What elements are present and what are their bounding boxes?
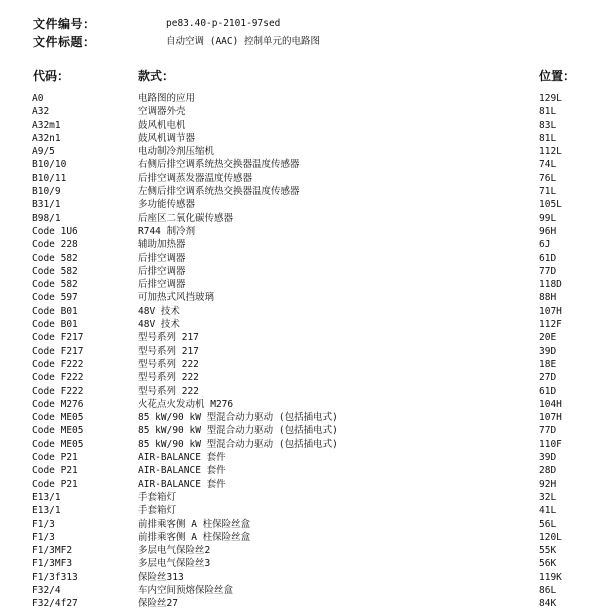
cell-code: E13/1 xyxy=(32,491,61,503)
cell-code: Code F217 xyxy=(32,345,84,357)
table-row xyxy=(0,464,609,477)
cell-position: 86L xyxy=(539,584,557,596)
cell-position: 120L xyxy=(539,531,562,543)
table-row xyxy=(0,597,609,610)
table-row xyxy=(0,265,609,278)
cell-position: 96H xyxy=(539,225,557,237)
table-row xyxy=(0,584,609,597)
cell-position: 112L xyxy=(539,146,562,158)
table-row xyxy=(0,291,609,304)
cell-model: 48V 技术 xyxy=(138,319,180,331)
table-row xyxy=(0,557,609,570)
table-row xyxy=(0,531,609,544)
cell-code: F32/4f27 xyxy=(32,598,78,610)
table-row xyxy=(0,119,609,132)
cell-model: 电路图的应用 xyxy=(138,93,196,104)
cell-position: 76L xyxy=(539,172,557,184)
table-row xyxy=(0,398,609,411)
cell-position: 77D xyxy=(539,425,557,437)
cell-code: Code 582 xyxy=(32,252,78,264)
doc-number-row xyxy=(0,16,609,32)
cell-model: 手套箱灯 xyxy=(138,505,177,517)
table-row xyxy=(0,158,609,171)
column-header-model: 款式： xyxy=(138,69,175,83)
table-row xyxy=(0,411,609,424)
cell-code: F1/3f313 xyxy=(32,571,78,583)
cell-position: 74L xyxy=(539,159,557,171)
cell-position: 77D xyxy=(539,265,557,277)
cell-code: A0 xyxy=(32,93,44,104)
table-row xyxy=(0,424,609,437)
cell-code: Code ME05 xyxy=(32,412,84,424)
cell-model: 85 kW/90 kW 型混合动力驱动 (包括插电式) xyxy=(138,438,338,450)
cell-code: B98/1 xyxy=(32,212,61,224)
cell-code: Code P21 xyxy=(32,465,78,477)
table-row xyxy=(0,504,609,517)
table-row xyxy=(0,145,609,158)
cell-code: Code ME05 xyxy=(32,438,84,450)
cell-model: AIR-BALANCE 套件 xyxy=(138,478,226,490)
cell-code: Code M276 xyxy=(32,398,84,410)
cell-code: F1/3 xyxy=(32,518,55,530)
cell-model: 后排空调器 xyxy=(138,279,186,291)
cell-code: F32/4 xyxy=(32,584,61,596)
cell-code: A32 xyxy=(32,106,50,118)
table-row xyxy=(0,212,609,225)
cell-model: 型号系列 222 xyxy=(138,372,199,384)
cell-position: 81L xyxy=(539,132,557,144)
cell-code: B31/1 xyxy=(32,199,61,211)
cell-position: 105L xyxy=(539,199,562,211)
cell-position: 81L xyxy=(539,106,557,118)
cell-position: 99L xyxy=(539,212,557,224)
table-row xyxy=(0,491,609,504)
cell-model: 鼓风机调节器 xyxy=(138,132,196,144)
cell-position: 119K xyxy=(539,571,562,583)
table-row xyxy=(0,345,609,358)
cell-position: 92H xyxy=(539,478,557,490)
table-row xyxy=(0,331,609,344)
cell-position: 84K xyxy=(539,598,557,610)
table-row xyxy=(0,451,609,464)
cell-model: 左侧后排空调系统热交换器温度传感器 xyxy=(138,186,300,198)
cell-position: 20E xyxy=(539,332,557,344)
table-row xyxy=(0,544,609,557)
cell-position: 112F xyxy=(539,319,562,331)
cell-position: 27D xyxy=(539,372,557,384)
cell-model: 前排乘客侧 A 柱保险丝盒 xyxy=(138,518,251,530)
cell-code: Code F222 xyxy=(32,358,84,370)
column-header-position: 位置： xyxy=(539,69,576,83)
cell-code: Code F222 xyxy=(32,385,84,397)
cell-code: Code F217 xyxy=(32,332,84,344)
cell-code: Code 228 xyxy=(32,239,78,251)
cell-code: A32n1 xyxy=(32,132,61,144)
table-row xyxy=(0,371,609,384)
cell-model: 后排空调器 xyxy=(138,252,186,264)
cell-model: 85 kW/90 kW 型混合动力驱动 (包括插电式) xyxy=(138,412,338,424)
cell-model: 可加热式风挡玻璃 xyxy=(138,292,215,304)
cell-code: Code B01 xyxy=(32,305,78,317)
table-row xyxy=(0,92,609,105)
cell-position: 28D xyxy=(539,465,557,477)
cell-model: 多层电气保险丝3 xyxy=(138,558,211,570)
cell-code: Code 597 xyxy=(32,292,78,304)
cell-position: 110F xyxy=(539,438,562,450)
cell-model: 型号系列 222 xyxy=(138,358,199,370)
cell-model: 后座区二氧化碳传感器 xyxy=(138,212,234,224)
cell-position: 32L xyxy=(539,491,557,503)
cell-position: 104H xyxy=(539,398,562,410)
cell-code: Code 582 xyxy=(32,279,78,291)
cell-model: 型号系列 217 xyxy=(138,332,199,344)
table-row xyxy=(0,225,609,238)
table-row xyxy=(0,132,609,145)
cell-model: 后排空调器 xyxy=(138,265,186,277)
table-row xyxy=(0,478,609,491)
parts-table xyxy=(0,92,609,611)
table-row xyxy=(0,238,609,251)
table-row xyxy=(0,198,609,211)
cell-position: 61D xyxy=(539,252,557,264)
cell-code: F1/3MF3 xyxy=(32,558,73,570)
cell-code: Code P21 xyxy=(32,478,78,490)
table-row xyxy=(0,358,609,371)
cell-position: 61D xyxy=(539,385,557,397)
cell-position: 107H xyxy=(539,412,562,424)
cell-model: 前排乘客侧 A 柱保险丝盒 xyxy=(138,531,251,543)
doc-title-row xyxy=(0,34,609,50)
cell-model: R744 制冷剂 xyxy=(138,225,196,237)
cell-code: B10/11 xyxy=(32,172,67,184)
cell-model: 后排空调蒸发器温度传感器 xyxy=(138,172,253,184)
cell-code: B10/10 xyxy=(32,159,67,171)
cell-model: 右侧后排空调系统热交换器温度传感器 xyxy=(138,159,300,171)
cell-model: 空调器外壳 xyxy=(138,106,186,118)
table-row xyxy=(0,438,609,451)
cell-code: F1/3MF2 xyxy=(32,545,73,557)
cell-code: Code ME05 xyxy=(32,425,84,437)
cell-position: 18E xyxy=(539,358,557,370)
cell-code: B10/9 xyxy=(32,186,61,198)
cell-code: Code 1U6 xyxy=(32,225,78,237)
cell-model: 多功能传感器 xyxy=(138,199,196,211)
cell-model: 型号系列 217 xyxy=(138,345,199,357)
cell-position: 83L xyxy=(539,119,557,131)
cell-position: 118D xyxy=(539,279,562,291)
cell-model: 保险丝313 xyxy=(138,571,184,583)
table-row xyxy=(0,318,609,331)
cell-code: A32m1 xyxy=(32,119,61,131)
table-row xyxy=(0,518,609,531)
table-row xyxy=(0,252,609,265)
cell-code: F1/3 xyxy=(32,531,55,543)
cell-model: 鼓风机电机 xyxy=(138,119,186,131)
table-row xyxy=(0,571,609,584)
cell-model: 保险丝27 xyxy=(138,598,178,610)
cell-code: A9/5 xyxy=(32,146,55,158)
cell-position: 71L xyxy=(539,186,557,198)
cell-position: 55K xyxy=(539,545,557,557)
column-header-code: 代码： xyxy=(33,69,70,83)
cell-model: 手套箱灯 xyxy=(138,491,177,503)
table-row xyxy=(0,278,609,291)
cell-model: 车内空间预熔保险丝盒 xyxy=(138,584,234,596)
cell-model: 多层电气保险丝2 xyxy=(138,545,211,557)
cell-position: 39D xyxy=(539,345,557,357)
cell-model: AIR-BALANCE 套件 xyxy=(138,465,226,477)
doc-number-value: pe83.40-p-2101-97sed xyxy=(166,18,281,29)
cell-code: Code F222 xyxy=(32,372,84,384)
cell-model: 火花点火发动机 M276 xyxy=(138,398,234,410)
cell-position: 107H xyxy=(539,305,562,317)
cell-position: 41L xyxy=(539,505,557,517)
cell-model: 辅助加热器 xyxy=(138,239,186,251)
table-row xyxy=(0,105,609,118)
cell-position: 129L xyxy=(539,93,562,104)
doc-title-value: 自动空调 (AAC) 控制单元的电路图 xyxy=(166,36,321,47)
table-row xyxy=(0,305,609,318)
cell-position: 6J xyxy=(539,239,551,251)
cell-model: AIR-BALANCE 套件 xyxy=(138,452,226,464)
cell-position: 56L xyxy=(539,518,557,530)
cell-code: Code 582 xyxy=(32,265,78,277)
cell-code: E13/1 xyxy=(32,505,61,517)
cell-position: 39D xyxy=(539,452,557,464)
cell-model: 48V 技术 xyxy=(138,305,180,317)
doc-title-label: 文件标题： xyxy=(33,35,96,49)
cell-model: 型号系列 222 xyxy=(138,385,199,397)
cell-position: 56K xyxy=(539,558,557,570)
cell-model: 电动制冷剂压缩机 xyxy=(138,146,215,158)
cell-code: Code B01 xyxy=(32,319,78,331)
table-row xyxy=(0,172,609,185)
cell-position: 88H xyxy=(539,292,557,304)
doc-number-label: 文件编号： xyxy=(33,17,96,31)
table-row xyxy=(0,385,609,398)
table-row xyxy=(0,185,609,198)
cell-model: 85 kW/90 kW 型混合动力驱动 (包括插电式) xyxy=(138,425,338,437)
cell-code: Code P21 xyxy=(32,452,78,464)
